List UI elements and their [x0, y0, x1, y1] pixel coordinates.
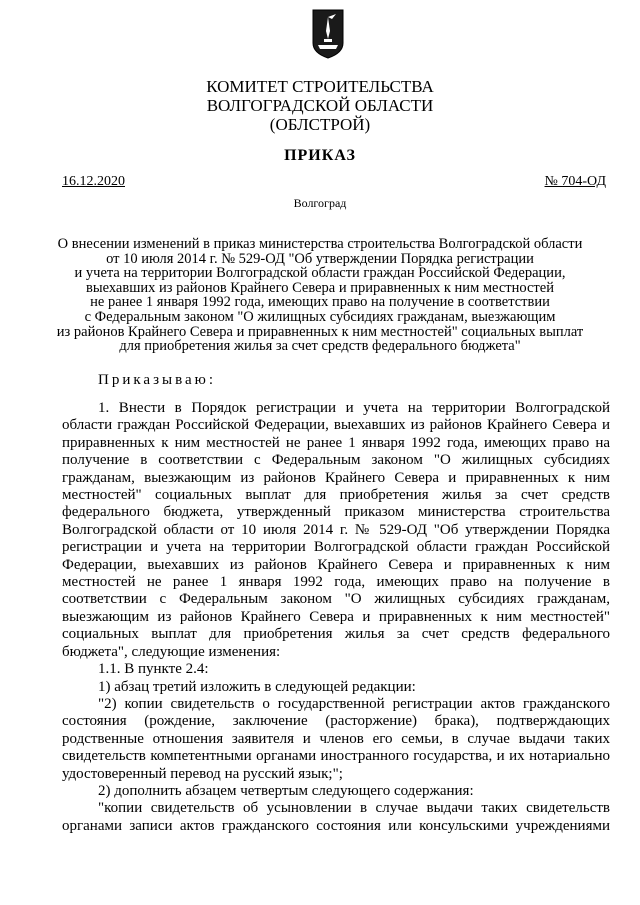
subject-line: и учета на территории Волгоградской области граждан Российской Федерации,	[74, 265, 566, 282]
subject-line: выехавших из районов Крайнего Севера и приравненных к ним местностей	[86, 279, 554, 296]
org-line-2: ВОЛГОГРАДСКОЙ ОБЛАСТИ	[206, 96, 434, 115]
body-paragraph: 1.1. В пункте 2.4:	[98, 661, 209, 678]
order-word: Приказываю:	[98, 372, 216, 388]
organization-name	[0, 77, 640, 134]
city-name: Волгоград	[293, 196, 347, 210]
body-paragraph: 1) абзац третий изложить в следующей редакции:	[98, 678, 416, 695]
subject-line: О внесении изменений в приказ министерства строительства Волгоградской области	[57, 236, 583, 252]
subject-line: не ранее 1 января 1992 года, имеющих право на получение в соответствии	[90, 294, 550, 311]
document-body	[62, 400, 610, 835]
coat-of-arms-icon	[312, 9, 344, 59]
subject-line: для приобретения жилья за счет средств федерального бюджета"	[119, 338, 521, 355]
document-type: ПРИКАЗ	[284, 147, 356, 164]
body-paragraph: 2) дополнить абзацем четвертым следующего содержания:	[98, 782, 474, 799]
org-line-3: (ОБЛСТРОЙ)	[269, 115, 371, 134]
document-subject	[0, 237, 640, 354]
document-date: 16.12.2020	[62, 174, 125, 189]
body-paragraph: 1. Внести в Порядок регистрации и учета на территории Волгоградской области граждан Российской Федерации, выехавших из районов Крайнего Севера и приравненных к ним местностей не ранее 1 января 1992 года, имеющих право на получение в соответствии с Федеральным законом "О жилищных субсидиях гражданам, выезжающим из районов Крайнего Севера и приравненных к ним местностей" социальных выплат для приобретения жилья за счет средств федерального бюджета, утвержденный приказом министерства строительства Волгоградской области от 10 июля 2014 г. № 529-ОД "Об утверждении Порядка регистрации и учета на территории Волгоградской области граждан Российской Федерации, выехавших из районов Крайнего Севера и приравненных к ним местностей не ранее 1 января 1992 года, имеющих право на получение в соответствии с Федеральным законом "О жилищных субсидиях гражданам, выезжающим из районов Крайнего Севера и приравненных к ним местностей" социальных выплат для приобретения жилья за счет средств федерального бюджета", следующие изменения:	[62, 400, 610, 660]
org-line-1: КОМИТЕТ СТРОИТЕЛЬСТВА	[206, 77, 434, 96]
body-paragraph: "2) копии свидетельств о государственной регистрации актов гражданского состояния (рождение, заключение (расторжение) брака), подтверждающих родственные отношения заявителя и членов его семьи, в случае выдачи таких свидетельств компетентными органами иностранного государства, и их нотариально удостоверенный перевод на русский язык;";	[62, 695, 610, 782]
subject-line: от 10 июля 2014 г. № 529-ОД "Об утверждении Порядка регистрации	[106, 250, 534, 267]
document-number: № 704-ОД	[544, 174, 606, 189]
subject-line: из районов Крайнего Севера и приравненных к ним местностей" социальных выплат	[56, 323, 584, 340]
body-paragraph: "копии свидетельств об усыновлении в случае выдачи таких свидетельств органами записи актов гражданского состояния или консульскими учреждениями	[62, 800, 610, 834]
subject-line: с Федеральным законом "О жилищных субсидиях гражданам, выезжающим	[84, 308, 556, 325]
